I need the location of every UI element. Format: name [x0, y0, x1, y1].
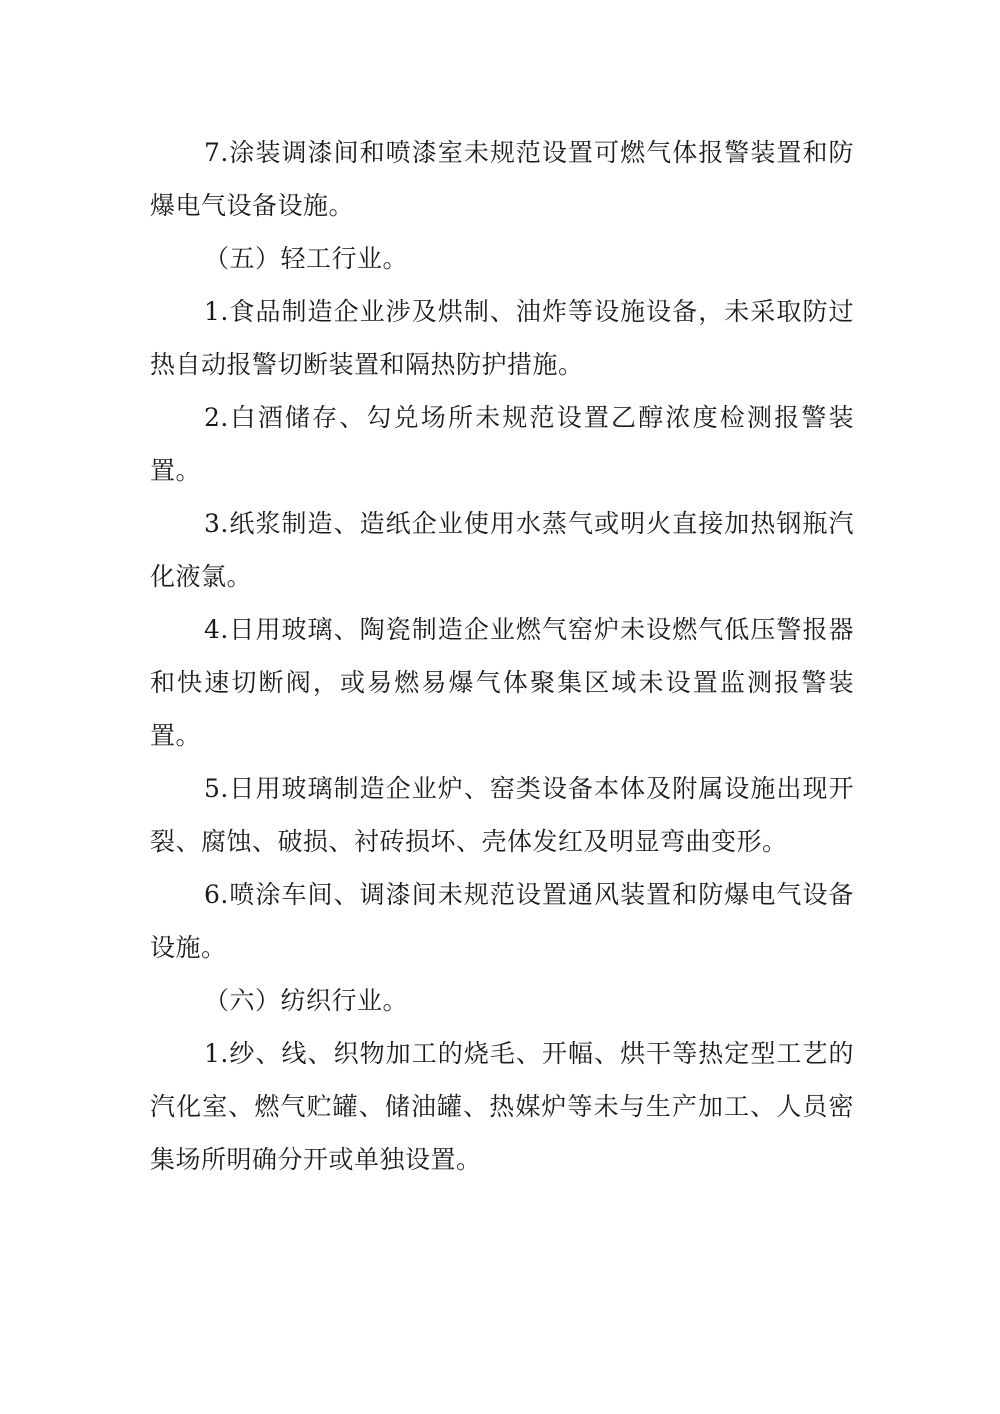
paragraph-glass-furnace: 5.日用玻璃制造企业炉、窑类设备本体及附属设施出现开裂、腐蚀、破损、衬砖损坏、壳体发红及明显弯曲变形。	[150, 774, 854, 856]
document-body	[150, 126, 854, 1186]
section-heading-textile-industry: （六）纺织行业。	[204, 986, 409, 1015]
paragraph-food-manufacturing: 1.食品制造企业涉及烘制、油炸等设施设备，未采取防过热自动报警切断装置和隔热防护措施。	[150, 297, 854, 379]
paragraph-glass-ceramics-kiln: 4.日用玻璃、陶瓷制造企业燃气窑炉未设燃气低压警报器和快速切断阀，或易燃易爆气体聚集区域未设置监测报警装置。	[150, 615, 854, 750]
paragraph-spray-workshop: 6.喷涂车间、调漆间未规范设置通风装置和防爆电气设备设施。	[150, 880, 854, 962]
paragraph-paper-making: 3.纸浆制造、造纸企业使用水蒸气或明火直接加热钢瓶汽化液氯。	[150, 509, 854, 591]
paragraph-textile-processing: 1.纱、线、织物加工的烧毛、开幅、烘干等热定型工艺的汽化室、燃气贮罐、储油罐、热媒炉等未与生产加工、人员密集场所明确分开或单独设置。	[150, 1039, 854, 1174]
section-heading-light-industry: （五）轻工行业。	[204, 244, 409, 273]
paragraph-light-industry-7: 7.涂装调漆间和喷漆室未规范设置可燃气体报警装置和防爆电气设备设施。	[150, 138, 854, 220]
paragraph-liquor-storage: 2.白酒储存、勾兑场所未规范设置乙醇浓度检测报警装置。	[150, 403, 854, 485]
